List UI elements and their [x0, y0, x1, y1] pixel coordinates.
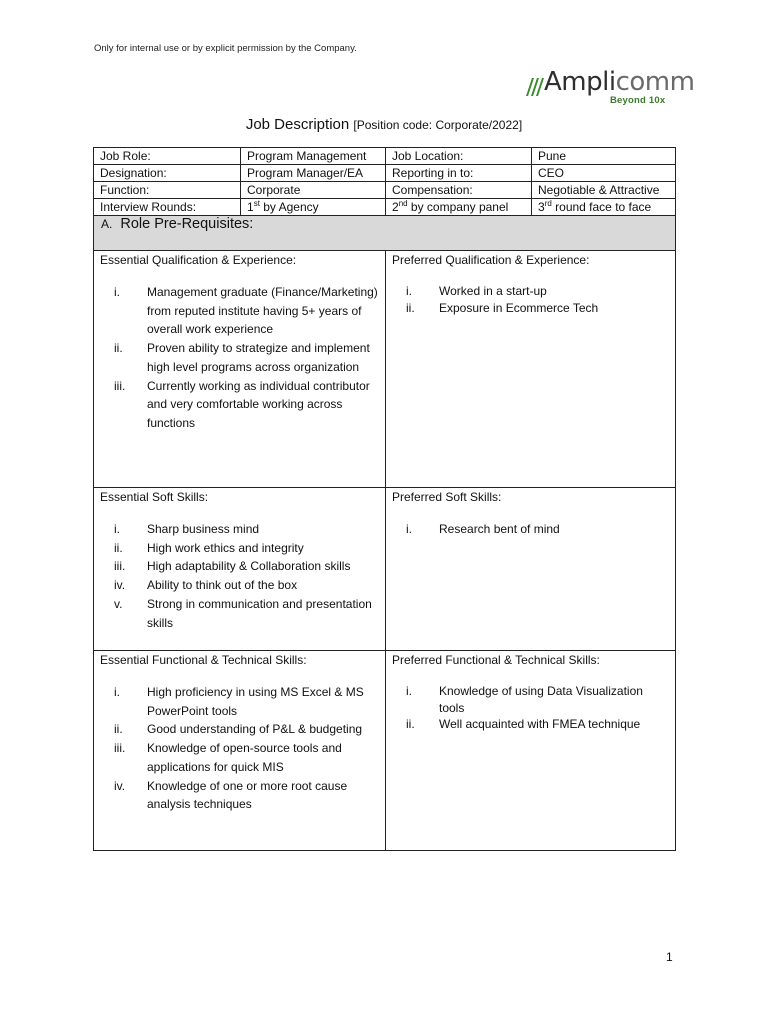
list-item-numeral: i. — [114, 522, 120, 536]
section-a-cell — [94, 216, 676, 251]
preferred-functional-skills-title: Preferred Functional & Technical Skills: — [392, 653, 600, 667]
interview-rounds-label: Interview Rounds: — [94, 199, 241, 216]
list-item-text: Well acquainted with FMEA technique — [439, 717, 641, 731]
function-value: Corporate — [241, 182, 386, 199]
logo-amp: Ampli — [544, 67, 616, 97]
list-item-text: Knowledge of using Data Visualization tools — [439, 684, 643, 715]
table-row — [94, 165, 676, 182]
logo-tagline: Beyond 10x — [610, 95, 666, 106]
job-location-label: Job Location: — [386, 148, 532, 165]
compensation-label: Compensation: — [386, 182, 532, 199]
list-item-numeral: i. — [406, 522, 412, 536]
list-item-numeral: ii. — [406, 717, 415, 731]
position-code: [Position code: Corporate/2022] — [353, 118, 523, 132]
title-main: Job Description — [245, 116, 350, 133]
list-item-text: Exposure in Ecommerce Tech — [439, 300, 599, 315]
list-item — [100, 520, 385, 539]
table-row — [94, 651, 676, 851]
list-item-text: Knowledge of open-source tools and applications for quick MIS — [147, 741, 342, 774]
list-item-numeral: ii. — [406, 300, 415, 315]
round-1 — [241, 199, 386, 216]
logo-comm: comm — [615, 67, 695, 97]
job-location-value: Pune — [532, 148, 676, 165]
logo-wordmark — [544, 67, 694, 97]
list-item-numeral: ii. — [114, 722, 123, 737]
essential-soft-skills-cell — [94, 488, 386, 651]
preferred-qualification-title: Preferred Qualification & Experience: — [392, 253, 590, 267]
round-3 — [532, 199, 676, 216]
list-item-text: Research bent of mind — [439, 522, 560, 536]
reporting-value: CEO — [532, 165, 676, 182]
list-item — [100, 283, 385, 339]
list-item-text: Worked in a start-up — [439, 284, 547, 298]
job-role-label: Job Role: — [94, 148, 241, 165]
list-item-numeral: i. — [114, 685, 120, 699]
round-1-sup: st — [253, 199, 260, 208]
list-item-numeral: iv. — [114, 578, 126, 593]
list-item-text: High adaptability & Collaboration skills — [147, 559, 351, 574]
section-title: Role Pre-Requisites: — [120, 216, 254, 232]
list-item — [100, 539, 385, 558]
preferred-qualification-cell — [386, 251, 676, 488]
list-item — [392, 283, 675, 300]
job-description-table — [93, 147, 676, 851]
list-item — [100, 339, 385, 376]
round-2 — [386, 199, 532, 216]
compensation-value: Negotiable & Attractive — [532, 182, 676, 199]
round-3-sup: rd — [544, 199, 552, 208]
page-number: 1 — [666, 950, 673, 964]
designation-label: Designation: — [94, 165, 241, 182]
reporting-label: Reporting in to: — [386, 165, 532, 182]
list-item — [100, 720, 385, 739]
list-item — [100, 557, 385, 576]
list-item — [100, 576, 385, 595]
list-item-text: High proficiency in using MS Excel & MS PowerPoint tools — [147, 685, 364, 718]
list-item-text: Knowledge of one or more root cause analysis techniques — [147, 778, 348, 812]
round-2-num: 2 — [392, 200, 399, 214]
essential-qualification-list — [100, 283, 385, 433]
essential-qualification-cell — [94, 251, 386, 488]
preferred-soft-skills-list — [392, 520, 675, 539]
essential-soft-skills-list — [100, 520, 385, 632]
preferred-soft-skills-title: Preferred Soft Skills: — [392, 490, 502, 504]
list-item-text: Strong in communication and presentation skills — [147, 596, 372, 630]
list-item-text: Sharp business mind — [147, 522, 260, 536]
list-item-numeral: iii. — [114, 741, 126, 756]
function-label: Function: — [94, 182, 241, 199]
list-item-text: Currently working as individual contributor and very comfortable working across functions — [147, 378, 370, 430]
round-1-num: 1 — [247, 200, 254, 214]
round-1-text: by Agency — [259, 200, 319, 214]
section-a-header — [94, 216, 676, 251]
list-item — [100, 377, 385, 433]
list-item — [392, 716, 675, 733]
list-item-numeral: iii. — [114, 378, 126, 393]
amplicomm-logo — [524, 67, 695, 106]
logo-slash-mark-icon — [524, 76, 544, 96]
list-item — [100, 739, 385, 776]
job-role-value: Program Management — [241, 148, 386, 165]
list-item — [392, 520, 675, 539]
table-row — [94, 148, 676, 165]
list-item — [100, 595, 385, 632]
list-item-numeral: iii. — [114, 559, 126, 574]
round-2-sup: nd — [398, 199, 408, 208]
round-2-text: by company panel — [407, 200, 509, 214]
list-item-text: Ability to think out of the box — [147, 578, 298, 593]
designation-value: Program Manager/EA — [241, 165, 386, 182]
essential-functional-skills-list — [100, 683, 385, 814]
list-item-text: Management graduate (Finance/Marketing) from reputed institute having 5+ years of overall work experience — [147, 285, 378, 337]
round-3-text: round face to face — [551, 200, 652, 214]
list-item-numeral: i. — [406, 284, 412, 298]
essential-functional-skills-title: Essential Functional & Technical Skills: — [100, 653, 307, 667]
essential-functional-skills-cell — [94, 651, 386, 851]
table-row — [94, 488, 676, 651]
list-item-numeral: v. — [114, 596, 123, 611]
document-title — [0, 116, 768, 133]
essential-qualification-title: Essential Qualification & Experience: — [100, 253, 297, 267]
preferred-soft-skills-cell — [386, 488, 676, 651]
table-row — [94, 182, 676, 199]
list-item — [392, 300, 675, 317]
list-item — [100, 683, 385, 720]
list-item-numeral: iv. — [114, 778, 126, 793]
table-row — [94, 251, 676, 488]
list-item-text: Good understanding of P&L & budgeting — [147, 722, 363, 737]
list-item — [392, 683, 675, 716]
list-item-numeral: i. — [114, 285, 120, 299]
list-item-numeral: i. — [406, 684, 412, 698]
section-letter: A. — [101, 217, 113, 231]
list-item-numeral: ii. — [114, 341, 123, 356]
list-item-text: High work ethics and integrity — [147, 540, 304, 555]
list-item-numeral: ii. — [114, 540, 123, 555]
list-item-text: Proven ability to strategize and implement high level programs across organization — [147, 341, 370, 374]
internal-use-disclaimer: Only for internal use or by explicit permission by the Company. — [94, 43, 357, 54]
preferred-qualification-list — [392, 283, 675, 316]
essential-soft-skills-title: Essential Soft Skills: — [100, 490, 209, 504]
table-row — [94, 199, 676, 216]
preferred-functional-skills-list — [392, 683, 675, 733]
preferred-functional-skills-cell — [386, 651, 676, 851]
round-3-num: 3 — [538, 200, 545, 214]
list-item — [100, 777, 385, 814]
